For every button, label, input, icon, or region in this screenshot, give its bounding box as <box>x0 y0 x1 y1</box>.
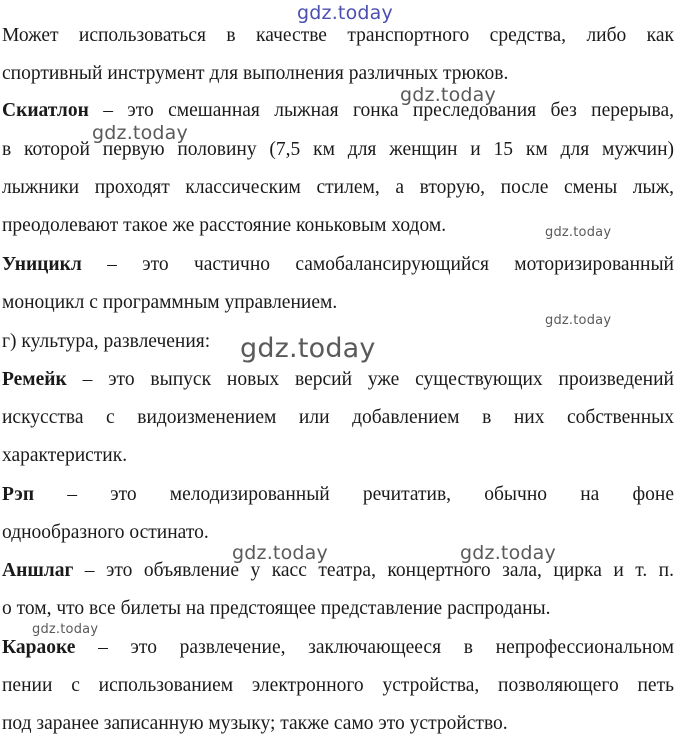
watermark: gdz.today <box>297 2 393 24</box>
text-line: под заранее записанную музыку; также само это устройство. <box>2 713 508 734</box>
watermark: gdz.today <box>32 622 99 637</box>
text-line: однообразного остинато. <box>2 522 209 543</box>
text-line: в которой первую половину (7,5 км для женщин и 15 км для мужчин) <box>2 139 674 160</box>
term-anshlag: Аншлаг <box>2 560 74 581</box>
watermark: gdz.today <box>545 313 612 328</box>
text-line: характеристик. <box>2 445 128 466</box>
watermark: gdz.today <box>240 333 376 364</box>
watermark: gdz.today <box>232 542 328 564</box>
watermark: gdz.today <box>545 225 612 240</box>
definition-line: Ремейк – это выпуск новых версий уже существующих произведений <box>2 369 674 390</box>
definition-line: Уницикл – это частично самобалансирующийся моторизированный <box>2 254 674 275</box>
text-line: пении с использованием электронного устройства, позволяющего петь <box>2 675 674 696</box>
term-skiathlon: Скиатлон <box>2 100 89 121</box>
text-line: искусства с видоизменением или добавлением в них собственных <box>2 407 674 428</box>
watermark: gdz.today <box>92 122 188 144</box>
definition-line: Караоке – это развлечение, заключающееся в непрофессиональном <box>2 637 674 658</box>
section-heading: г) культура, развлечения: <box>2 331 211 352</box>
watermark: gdz.today <box>400 84 496 106</box>
term-karaoke: Караоке <box>2 637 76 658</box>
text-line: моноцикл с программным управлением. <box>2 292 338 313</box>
definition-line: Скиатлон – это смешанная лыжная гонка преследования без перерыва, <box>2 100 674 121</box>
term-rap: Рэп <box>2 484 35 505</box>
watermark: gdz.today <box>460 542 556 564</box>
term-unicycle: Уницикл <box>2 254 82 275</box>
text-line: Может использоваться в качестве транспортного средства, либо как <box>2 25 674 46</box>
text-line: лыжники проходят классическим стилем, а вторую, после смены лыж, <box>2 177 674 198</box>
definition-line: Аншлаг – это объявление у касс театра, концертного зала, цирка и т. п. <box>2 560 674 581</box>
text-line: о том, что все билеты на предстоящее представление распроданы. <box>2 598 551 619</box>
term-remake: Ремейк <box>2 369 67 390</box>
text-line: спортивный инструмент для выполнения различных трюков. <box>2 63 509 84</box>
definition-line: Рэп – это мелодизированный речитатив, обычно на фоне <box>2 484 674 505</box>
text-line: преодолевают такое же расстояние коньковым ходом. <box>2 215 447 236</box>
